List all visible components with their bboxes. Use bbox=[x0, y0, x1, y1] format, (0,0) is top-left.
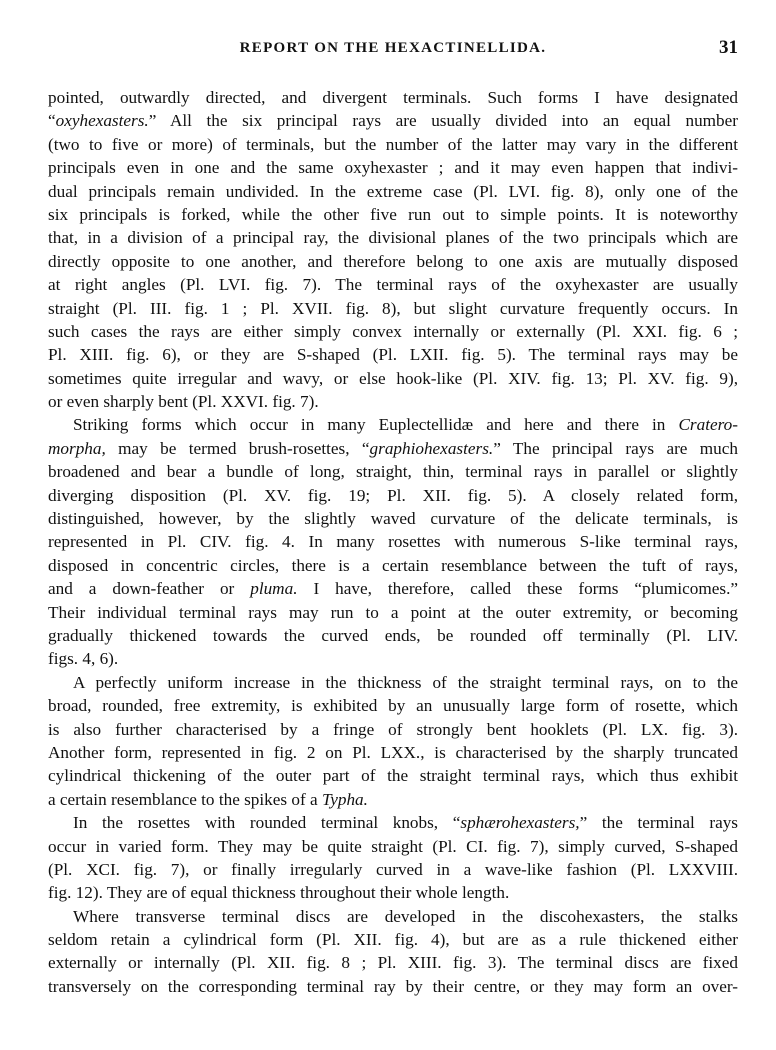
text-segment: Where transverse terminal discs are developed in the discohexasters, the stalks bbox=[73, 906, 738, 926]
text-segment: such cases the rays are either simply convex internally or externally (Pl. XXI. fig. 6 ; bbox=[48, 321, 738, 341]
italic-term: morpha, bbox=[48, 438, 106, 458]
text-segment: occur in varied form. They may be quite straight (Pl. CI. fig. 7), simply curved, S-shaped bbox=[48, 836, 738, 856]
text-segment: sometimes quite irregular and wavy, or else hook-like (Pl. XIV. fig. 13; Pl. XV. fig. 9), bbox=[48, 368, 738, 388]
text-line bbox=[48, 460, 738, 483]
text-line bbox=[48, 484, 738, 507]
text-segment: Another form, represented in fig. 2 on Pl. LXX., is characterised by the sharply truncated bbox=[48, 742, 738, 762]
text-line bbox=[48, 250, 738, 273]
text-segment: externally or internally (Pl. XII. fig. 8 ; Pl. XIII. fig. 3). The terminal discs are fixed bbox=[48, 953, 738, 973]
text-segment: directly opposite to one another, and therefore belong to one axis are mutually disposed bbox=[48, 251, 738, 271]
text-segment: gradually thickened towards the curved ends, be rounded off terminally (Pl. LIV. bbox=[48, 625, 738, 645]
text-line bbox=[48, 156, 738, 179]
text-line bbox=[48, 835, 738, 858]
text-line bbox=[48, 905, 738, 928]
text-line bbox=[48, 367, 738, 390]
text-segment: represented in Pl. CIV. fig. 4. In many rosettes with numerous S-like terminal rays, bbox=[48, 532, 738, 552]
text-line bbox=[48, 320, 738, 343]
text-segment: broadened and bear a bundle of long, straight, thin, terminal rays in parallel or slightly bbox=[48, 462, 738, 482]
italic-term: graphiohexasters. bbox=[369, 438, 494, 458]
text-line bbox=[48, 858, 738, 881]
text-segment: disposed in concentric circles, there is a certain resemblance between the tuft of rays, bbox=[48, 555, 738, 575]
text-line bbox=[48, 86, 738, 109]
running-title: REPORT ON THE HEXACTINELLIDA. bbox=[239, 40, 547, 56]
text-segment: I have, therefore, called these forms “plumicomes.” bbox=[297, 579, 738, 599]
text-segment: (two to five or more) of terminals, but the number of the latter may vary in the different bbox=[48, 134, 738, 154]
text-line bbox=[48, 180, 738, 203]
text-line bbox=[48, 554, 738, 577]
text-line bbox=[48, 343, 738, 366]
text-segment: transversely on the corresponding terminal ray by their centre, or they may form an over- bbox=[48, 976, 738, 996]
text-segment: distinguished, however, by the slightly waved curvature of the delicate terminals, is bbox=[48, 509, 738, 529]
body-text bbox=[48, 86, 738, 998]
text-segment: that, in a division of a principal ray, the divisional planes of the two principals which are bbox=[48, 228, 738, 248]
text-line bbox=[48, 624, 738, 647]
italic-term: Cratero- bbox=[678, 415, 738, 435]
text-segment: dual principals remain undivided. In the extreme case (Pl. LVI. fig. 8), only one of the bbox=[48, 181, 738, 201]
page-number: 31 bbox=[719, 37, 738, 58]
text-line bbox=[48, 718, 738, 741]
text-line bbox=[48, 694, 738, 717]
text-segment: diverging disposition (Pl. XV. fig. 19; Pl. XII. fig. 5). A closely related form, bbox=[48, 485, 738, 505]
text-line bbox=[48, 671, 738, 694]
text-segment: at right angles (Pl. LVI. fig. 7). The terminal rays of the oxyhexaster are usually bbox=[48, 275, 738, 295]
text-line bbox=[48, 788, 738, 811]
text-segment: cylindrical thickening of the outer part of the straight terminal rays, which thus exhibit bbox=[48, 766, 738, 786]
text-line bbox=[48, 413, 738, 436]
text-line bbox=[48, 928, 738, 951]
text-line bbox=[48, 577, 738, 600]
text-segment: is also further characterised by a fringe of strongly bent hooklets (Pl. LX. fig. 3). bbox=[48, 719, 738, 739]
text-line bbox=[48, 530, 738, 553]
text-segment: may be termed brush-rosettes, “ bbox=[105, 438, 370, 458]
text-line bbox=[48, 109, 738, 132]
text-segment: a certain resemblance to the spikes of a bbox=[48, 789, 322, 809]
text-line bbox=[48, 203, 738, 226]
text-segment: In the rosettes with rounded terminal knobs, “ bbox=[73, 813, 461, 833]
text-line bbox=[48, 741, 738, 764]
text-line bbox=[48, 881, 738, 904]
text-segment: fig. 12). They are of equal thickness throughout their whole length. bbox=[48, 883, 510, 903]
text-segment: seldom retain a cylindrical form (Pl. XII. fig. 4), but are as a rule thickened either bbox=[48, 930, 738, 950]
text-segment: pointed, outwardly directed, and divergent terminals. Such forms I have designated bbox=[48, 88, 738, 107]
text-segment: (Pl. XCI. fig. 7), or finally irregularly curved in a wave-like fashion (Pl. LXXVIII. bbox=[48, 859, 738, 879]
text-line bbox=[48, 975, 738, 998]
text-line bbox=[48, 226, 738, 249]
text-segment: straight (Pl. III. fig. 1 ; Pl. XVII. fig. 8), but slight curvature frequently occurs. In bbox=[48, 298, 738, 318]
italic-term: Typha. bbox=[321, 789, 368, 809]
italic-term: pluma. bbox=[250, 579, 298, 599]
italic-term: oxyhexasters. bbox=[55, 111, 149, 131]
running-header bbox=[48, 37, 738, 64]
text-segment: six principals is forked, while the other five run out to simple points. It is noteworthy bbox=[48, 204, 738, 224]
text-line bbox=[48, 273, 738, 296]
text-segment: Pl. XIII. fig. 6), or they are S-shaped (Pl. LXII. fig. 5). The terminal rays may be bbox=[48, 345, 738, 365]
text-segment: “ bbox=[48, 111, 56, 131]
text-segment: and a down-feather or bbox=[48, 579, 251, 599]
text-segment: ” the terminal rays bbox=[579, 813, 738, 833]
text-line bbox=[48, 647, 738, 670]
text-segment: figs. 4, 6). bbox=[48, 649, 119, 669]
text-line bbox=[48, 764, 738, 787]
italic-term: sphærohexasters, bbox=[460, 813, 580, 833]
text-segment: Their individual terminal rays may run to a point at the outer extremity, or becoming bbox=[48, 602, 738, 622]
text-line bbox=[48, 507, 738, 530]
text-line bbox=[48, 133, 738, 156]
text-line bbox=[48, 811, 738, 834]
text-line bbox=[48, 601, 738, 624]
text-line bbox=[48, 390, 738, 413]
text-segment: Striking forms which occur in many Euplectellidæ and here and there in bbox=[73, 415, 679, 435]
text-segment: principals even in one and the same oxyhexaster ; and it may even happen that indivi- bbox=[48, 158, 738, 178]
text-line bbox=[48, 297, 738, 320]
text-segment: or even sharply bent (Pl. XXVI. fig. 7). bbox=[48, 392, 319, 412]
text-segment: ” The principal rays are much bbox=[493, 438, 738, 458]
text-segment: ” All the six principal rays are usually divided into an equal number bbox=[148, 111, 738, 131]
text-segment: broad, rounded, free extremity, is exhibited by an unusually large form of rosette, which bbox=[48, 696, 738, 716]
text-segment: A perfectly uniform increase in the thickness of the straight terminal rays, on to the bbox=[73, 672, 738, 692]
text-line bbox=[48, 951, 738, 974]
text-line bbox=[48, 437, 738, 460]
